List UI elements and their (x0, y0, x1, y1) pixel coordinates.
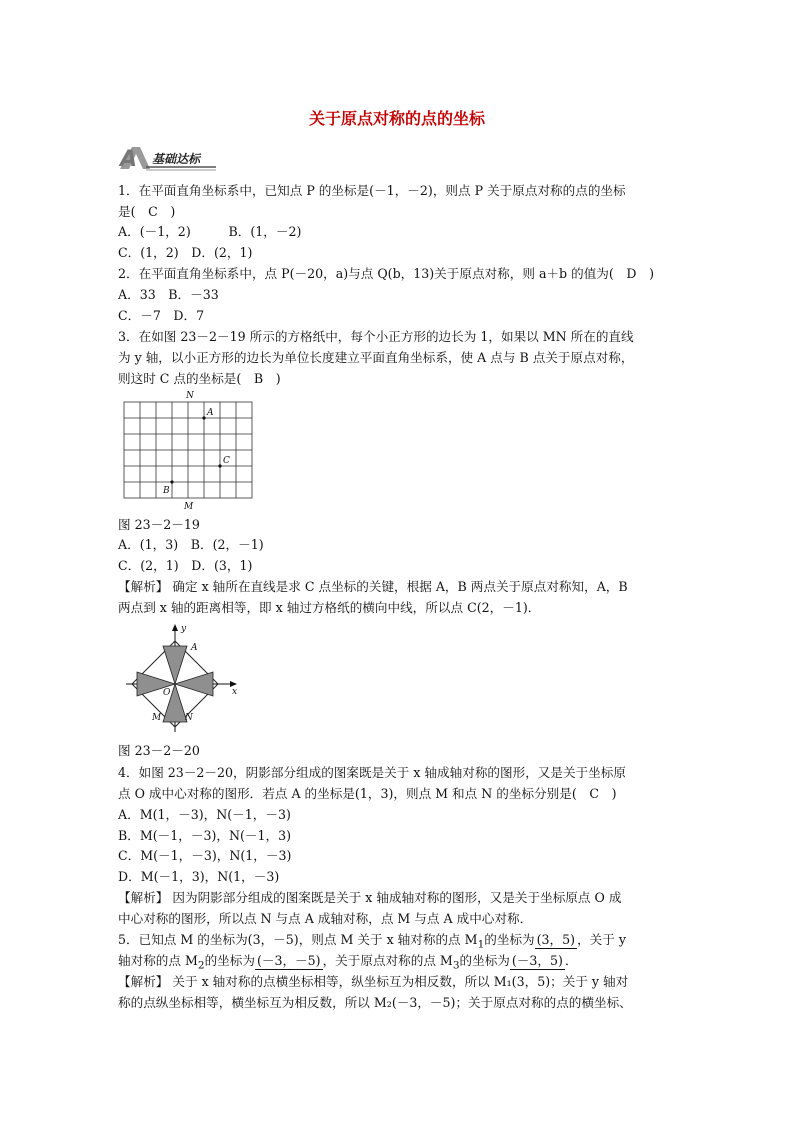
fig20-label-n: N (185, 713, 193, 723)
q5-line2-prefix: 轴对称的点 M (118, 953, 198, 968)
q3-stem-line1: 3．在如图 23－2－19 所示的方格纸中，每个小正方形的边长为 1，如果以 MN 所在的直线 (118, 329, 634, 344)
q3-options-cd: C．(2，1) D．(3，1) (118, 558, 253, 573)
page-title: 关于原点对称的点的坐标 (308, 109, 485, 128)
q3-stem-line3: 则这时 C 点的坐标是( B ) (118, 371, 281, 386)
q5-subscript-2: 2 (197, 959, 205, 972)
q5-answer-2: (－3，－5) (256, 953, 321, 968)
fig20-label-o: O (163, 688, 171, 698)
q5-analysis-line1: 【解析】 关于 x 轴对称的点横坐标相等，纵坐标互为相反数，所以 M₁(3，5)；关于 y 轴对 (118, 974, 629, 989)
section-banner-label: 基础达标 (152, 152, 201, 166)
q2-options-ab: A．33 B．－33 (118, 287, 219, 302)
q5-line2-mid3: 的坐标为 (459, 953, 510, 968)
q4-analysis-line2: 中心对称的图形，所以点 N 与点 A 成轴对称，点 M 与点 A 成中心对称． (118, 911, 533, 926)
fig20-caption: 图 23－2－20 (118, 743, 200, 758)
q4-option-c: C．M(－1，－3)，N(1，－3) (118, 848, 292, 863)
q5-analysis-line2: 称的点纵坐标相等，横坐标互为相反数，所以 M₂(－3，－5)；关于原点对称的点的横坐标、 (118, 995, 632, 1010)
q1-options-cd: C．(1，2) D．(2，1) (118, 245, 253, 260)
figure-23-2-20-diagram (120, 620, 250, 740)
banner-letter: A (120, 147, 138, 171)
fig20-label-x: x (232, 687, 238, 697)
fig19-caption: 图 23－2－19 (118, 517, 200, 532)
q4-option-b: B．M(－1，－3)，N(－1，3) (118, 828, 292, 843)
q5-line1-suffix: ，关于 y (577, 932, 626, 947)
q4-analysis-line1: 【解析】 因为阴影部分组成的图案既是关于 x 轴成轴对称的图形，又是关于坐标原点 O 成 (118, 890, 622, 905)
fig20-label-a: A (191, 643, 198, 653)
q2-options-cd: C．－7 D．7 (118, 308, 205, 323)
q1-stem-line2: 是( C ) (118, 204, 176, 219)
q4-option-a: A．M(1，－3)，N(－1，－3) (118, 807, 291, 822)
fig19-label-m: M (184, 502, 194, 512)
q5-line2-mid2: ，关于原点对称的点 M (322, 953, 453, 968)
section-banner (118, 145, 218, 171)
q5-subscript-1: 1 (477, 938, 485, 951)
q1-stem-line1: 1．在平面直角坐标系中，已知点 P 的坐标是(－1，－2)，则点 P 关于原点对称的点的坐标 (118, 183, 626, 198)
fig19-label-a: A (207, 408, 214, 418)
figure-23-2-19-grid (118, 388, 258, 513)
q3-options-ab: A．(1，3) B．(2，－1) (118, 537, 264, 552)
fig19-label-n: N (186, 391, 194, 401)
fig20-label-y: y (181, 624, 187, 634)
q5-answer-3: (－3，5) (511, 953, 563, 968)
q1-options-ab: A．(－1，2) B．(1，－2) (118, 224, 302, 239)
q3-stem-line2: 为 y 轴，以小正方形的边长为单位长度建立平面直角坐标系，使 A 点与 B 点关于原点对称， (118, 350, 634, 365)
q4-stem-line1: 4．如图 23－2－20，阴影部分组成的图案既是关于 x 轴成轴对称的图形，又是关于坐标原 (118, 765, 626, 780)
q2-stem: 2．在平面直角坐标系中，点 P(－20，a)与点 Q(b，13)关于原点对称，则 a＋b 的值为( D ) (118, 266, 654, 281)
fig19-label-b: B (163, 486, 170, 496)
q3-analysis-line1: 【解析】 确定 x 轴所在直线是求 C 点坐标的关键，根据 A，B 两点关于原点对称知，A，B (118, 579, 628, 594)
q3-analysis-line2: 两点到 x 轴的距离相等，即 x 轴过方格纸的横向中线，所以点 C(2，－1)． (118, 600, 541, 615)
q5-line2-mid: 的坐标为 (204, 953, 255, 968)
fig19-label-c: C (223, 456, 230, 466)
q5-line2-suffix: ． (564, 953, 578, 968)
q5-subscript-3: 3 (452, 959, 460, 972)
fig20-label-m: M (152, 713, 162, 723)
q5-line1-prefix: 5．已知点 M 的坐标为(3，－5)，则点 M 关于 x 轴对称的点 M (118, 932, 478, 947)
q4-stem-line2: 点 O 成中心对称的图形．若点 A 的坐标是(1，3)，则点 M 和点 N 的坐标分别是( C ) (118, 786, 617, 801)
q5-answer-1: (3，5) (536, 932, 576, 947)
q5-line1-mid: 的坐标为 (484, 932, 535, 947)
q4-option-d: D．M(－1，3)，N(1，－3) (118, 869, 280, 884)
